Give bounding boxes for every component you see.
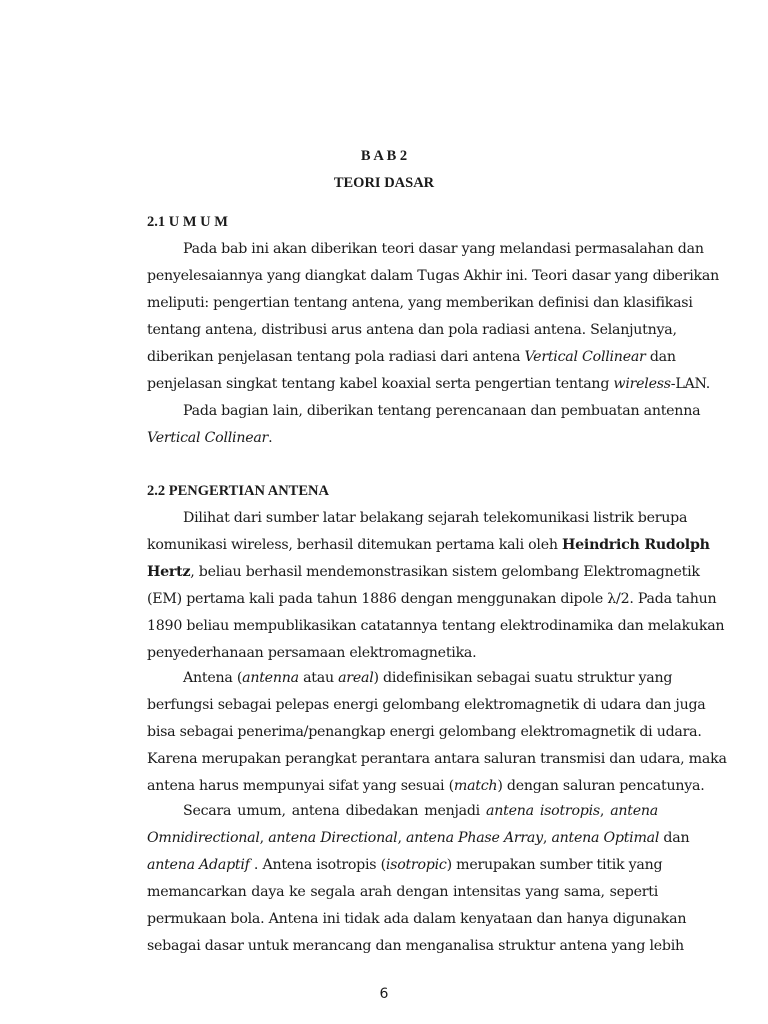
text-line: [183, 669, 673, 687]
text-line: sebagai dasar untuk merancang dan menganalisa struktur antena yang lebih: [147, 938, 684, 954]
text-line: tentang antena, distribusi arus antena dan pola radiasi antena. Selanjutnya,: [147, 322, 677, 338]
text-line: [147, 829, 690, 847]
text-span: Secara umum, antena dibedakan menjadi: [183, 803, 487, 819]
text-span: atau: [298, 670, 339, 686]
text-line: [147, 348, 676, 366]
text-span: ,: [259, 830, 269, 846]
emphasis-text: wireless: [613, 376, 671, 392]
emphasis-text: antena Adaptif: [147, 857, 250, 873]
text-span: diberikan penjelasan tentang pola radiasi dari antena: [147, 349, 525, 365]
bold-text: Hertz: [147, 564, 191, 580]
text-line: [147, 777, 705, 795]
text-span: ) dengan saluran pencatunya.: [497, 778, 705, 794]
section-heading-pengertian-antena: 2.2 PENGERTIAN ANTENA: [147, 483, 329, 499]
text-line: penyederhanaan persamaan elektromagnetika.: [147, 645, 477, 661]
emphasis-text: antena Phase Array: [405, 830, 543, 846]
emphasis-text: Vertical Collinear: [524, 349, 646, 365]
emphasis-text: Omnidirectional: [147, 830, 260, 846]
emphasis-text: antena isotropis: [486, 803, 600, 819]
text-line: berfungsi sebagai pelepas energi gelombang elektromagnetik di udara dan juga: [147, 697, 706, 713]
emphasis-text: match: [453, 778, 498, 794]
text-line: [147, 856, 663, 874]
page-number: 6: [379, 986, 389, 1002]
text-span: ) didefinisikan sebagai suatu struktur yang: [373, 670, 673, 686]
emphasis-text: Vertical Collinear: [147, 430, 269, 446]
text-line: [147, 536, 710, 554]
text-line: Karena merupakan perangkat perantara antara saluran transmisi dan udara, maka: [147, 751, 727, 767]
emphasis-text: antenna: [242, 670, 299, 686]
text-span: dan: [645, 349, 676, 365]
emphasis-text: antena Directional: [268, 830, 398, 846]
emphasis-text: isotropic: [385, 857, 447, 873]
text-line: penyelesaiannya yang diangkat dalam Tugas Akhir ini. Teori dasar yang diberikan: [147, 268, 719, 284]
chapter-label: B A B 2: [360, 148, 408, 164]
text-span: .: [268, 430, 273, 446]
text-line: (EM) pertama kali pada tahun 1886 dengan menggunakan dipole λ/2. Pada tahun: [147, 591, 717, 607]
text-line: Dilihat dari sumber latar belakang sejarah telekomunikasi listrik berupa: [183, 510, 688, 526]
text-line: bisa sebagai penerima/penangkap energi gelombang elektromagnetik di udara.: [147, 724, 702, 740]
section-heading-umum: 2.1 U M U M: [147, 214, 228, 230]
text-span: dan: [659, 830, 690, 846]
text-span: komunikasi wireless, berhasil ditemukan pertama kali oleh: [147, 537, 562, 553]
text-span: , beliau berhasil mendemonstrasikan sistem gelombang Elektromagnetik: [190, 564, 700, 580]
text-span: ,: [542, 830, 552, 846]
text-span: ) merupakan sumber titik yang: [446, 857, 663, 873]
text-line: [147, 429, 658, 447]
emphasis-text: antena Optimal: [551, 830, 660, 846]
text-span: Antena (: [183, 670, 243, 686]
text-line: meliputi: pengertian tentang antena, yang memberikan definisi dan klasifikasi: [147, 295, 693, 311]
text-span: . Antena isotropis (: [249, 857, 386, 873]
text-line: [147, 375, 711, 393]
emphasis-text: areal: [338, 670, 374, 686]
text-span: ,: [397, 830, 406, 846]
text-line: permukaan bola. Antena ini tidak ada dalam kenyataan dan hanya digunakan: [147, 911, 687, 927]
text-line: Pada bagian lain, diberikan tentang perencanaan dan pembuatan antenna: [183, 403, 701, 419]
text-line: [183, 802, 658, 820]
text-span: antena harus mempunyai sifat yang sesuai (: [147, 778, 454, 794]
text-line: 1890 beliau mempublikasikan catatannya tentang elektrodinamika dan melakukan: [147, 618, 725, 634]
text-span: ,: [599, 803, 611, 819]
text-span: penjelasan singkat tentang kabel koaxial serta pengertian tentang: [147, 376, 614, 392]
text-span: -LAN.: [670, 376, 711, 392]
text-line: [147, 563, 700, 581]
bold-text: Heindrich Rudolph: [562, 537, 710, 553]
emphasis-text: antena: [610, 803, 658, 819]
text-line: Pada bab ini akan diberikan teori dasar yang melandasi permasalahan dan: [183, 241, 704, 257]
chapter-title: TEORI DASAR: [333, 175, 435, 191]
text-line: memancarkan daya ke segala arah dengan intensitas yang sama, seperti: [147, 884, 658, 900]
